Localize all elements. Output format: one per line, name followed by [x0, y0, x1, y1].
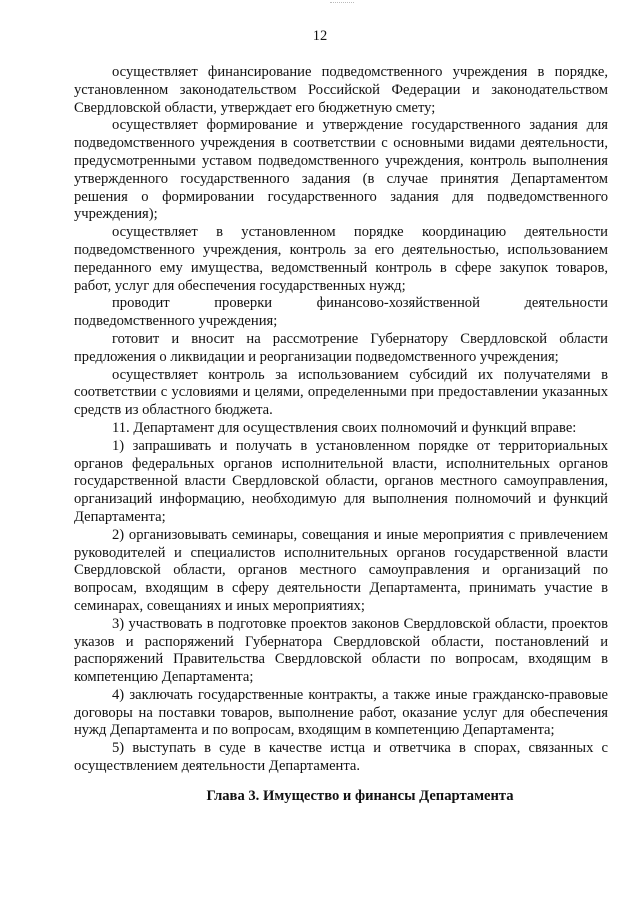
paragraph-subsidies-control: осуществляет контроль за использованием субсидий их получателями в соответствии с условиями и целями, определенными при предоставлении указанных средств из областного бюджета. [74, 366, 608, 419]
paragraph-right-2: 2) организовывать семинары, совещания и иные мероприятия с привлечением руководителей и специалистов исполнительных органов государственной власти Свердловской области, органов местного самоуправления и организаций по вопросам, входящим в сферу деятельности Департамента, принимать участие в семинарах, совещаниях и иных мероприятиях; [74, 526, 608, 614]
paragraph-state-assignment: осуществляет формирование и утверждение государственного задания для подведомственного учреждения в соответствии с основными видами деятельности, предусмотренными уставом подведомственного учреждения, контроль выполнения утвержденного государственного задания (в случае принятия Департаментом решения о формировании государственного задания для подведомственного учреждения); [74, 117, 608, 223]
paragraph-right-5: 5) выступать в суде в качестве истца и ответчика в спорах, связанных с осуществлением деятельности Департамента. [74, 740, 608, 775]
document-body [74, 64, 608, 776]
paragraph-inspections: проводит проверки финансово-хозяйственной деятельности подведомственного учреждения; [74, 295, 608, 330]
scan-artifact [330, 2, 354, 5]
chapter-heading: Глава 3. Имущество и финансы Департамента [206, 788, 514, 804]
paragraph-clause-11: 11. Департамент для осуществления своих полномочий и функций вправе: [112, 419, 577, 436]
paragraph-right-3: 3) участвовать в подготовке проектов законов Свердловской области, проектов указов и распоряжений Губернатора Свердловской области, постановлений и распоряжений Правительства Свердловской области по вопросам, входящим в компетенцию Департамента; [74, 615, 608, 686]
page-number: 12 [312, 28, 328, 44]
paragraph-right-4: 4) заключать государственные контракты, а также иные гражданско-правовые договоры на поставки товаров, выполнение работ, оказание услуг для обеспечения нужд Департамента и по вопросам, входящим в компетенцию Департамента; [74, 686, 608, 739]
paragraph-coordination: осуществляет в установленном порядке координацию деятельности подведомственного учреждения, контроль за его деятельностью, использованием переданного ему имущества, ведомственный контроль в сфере закупок товаров, работ, услуг для обеспечения государственных нужд; [74, 224, 608, 294]
paragraph-right-1: 1) запрашивать и получать в установленном порядке от территориальных органов федеральных органов исполнительной власти, исполнительных органов государственной власти Свердловской области, органов местного самоуправления, организаций информацию, необходимую для выполнения полномочий и функций Департамента; [74, 437, 608, 525]
paragraph-financing: осуществляет финансирование подведомственного учреждения в порядке, установленном законодательством Российской Федерации и законодательством Свердловской области, утверждает его бюджетную смету; [74, 64, 608, 116]
paragraph-liquidation: готовит и вносит на рассмотрение Губернатору Свердловской области предложения о ликвидации и реорганизации подведомственного учреждения; [74, 330, 608, 365]
